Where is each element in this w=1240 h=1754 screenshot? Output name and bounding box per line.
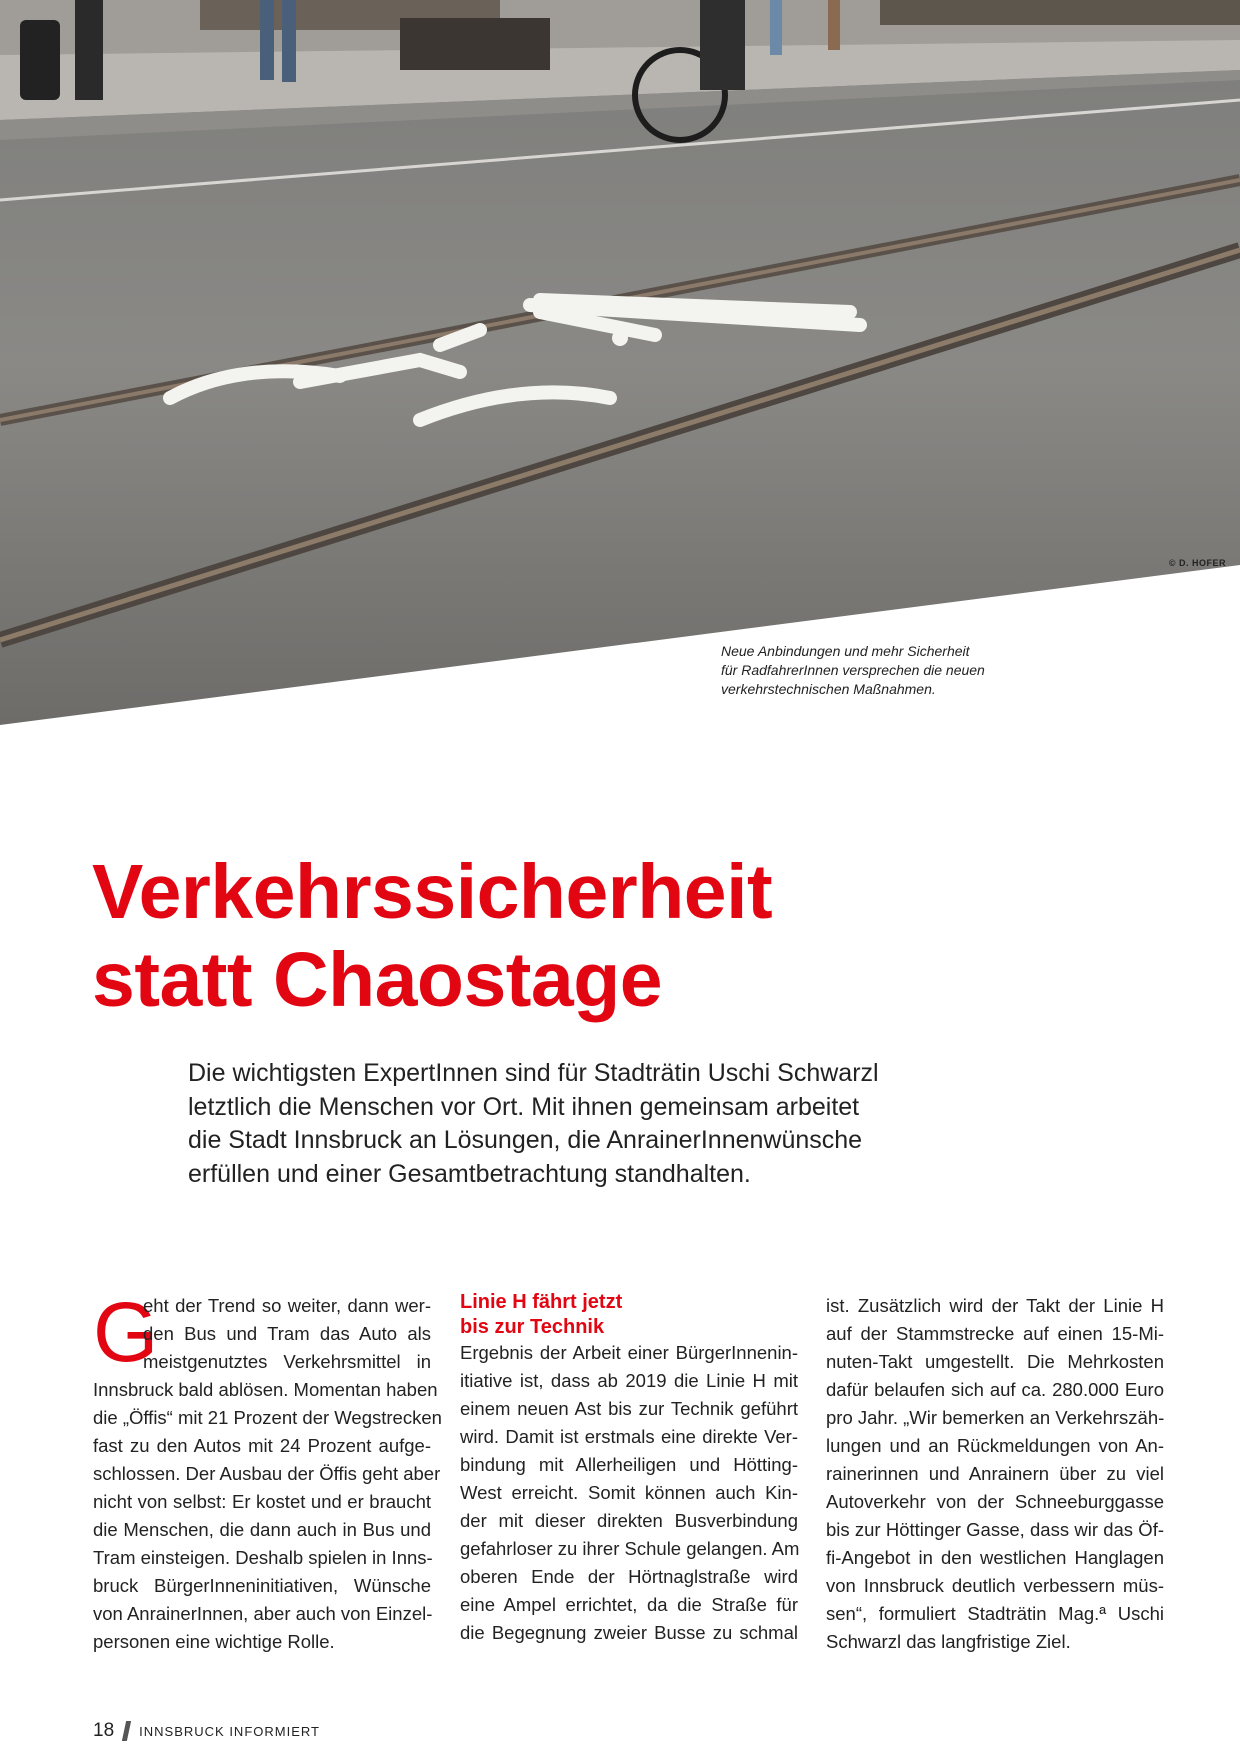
body-line: itiative ist, dass ab 2019 die Linie H mit: [460, 1370, 798, 1391]
caption-line: verkehrstechnischen Maßnahmen.: [721, 681, 936, 697]
photo-credit: © D. HOFER: [1168, 558, 1226, 568]
body-line: wird. Damit ist erstmals eine direkte Ver-: [460, 1426, 798, 1447]
body-line: Ergebnis der Arbeit einer BürgerInnenin-: [460, 1342, 798, 1363]
body-line: meistgenutztes Verkehrsmittel in: [143, 1351, 431, 1372]
body-line: der mit dieser direkten Busverbindung: [460, 1510, 798, 1531]
lead-line: die Stadt Innsbruck an Lösungen, die AnrainerInnenwünsche: [188, 1126, 863, 1154]
body-line: von Innsbruck deutlich verbessern müs-: [826, 1575, 1164, 1596]
drop-cap: G: [93, 1285, 159, 1379]
body-line: Autoverkehr von der Schneeburggasse: [826, 1491, 1164, 1512]
bike-lane-photo: [0, 0, 1240, 725]
article-lead: [188, 1057, 908, 1191]
body-line: gefahrloser zu ihrer Schule gelangen. Am: [460, 1538, 800, 1559]
body-line: bruck BürgerInneninitiativen, Wünsche: [93, 1575, 431, 1596]
body-line: den Bus und Tram das Auto als: [143, 1323, 431, 1344]
body-line: Schwarzl das langfristige Ziel.: [826, 1631, 1071, 1652]
title-line: statt Chaostage: [92, 937, 663, 1023]
body-line: personen eine wichtige Rolle.: [93, 1631, 335, 1652]
page-number: 18: [93, 1720, 115, 1741]
subheading: [460, 1290, 622, 1340]
title-line: Verkehrssicherheit: [92, 849, 773, 935]
body-line: Innsbruck bald ablösen. Momentan haben: [93, 1379, 438, 1400]
body-line: eine Ampel errichtet, da die Straße für: [460, 1594, 798, 1615]
body-line: die Begegnung zweier Busse zu schmal: [460, 1622, 798, 1643]
photo-caption: [721, 642, 1021, 699]
body-line: die „Öffis“ mit 21 Prozent der Wegstrecken: [93, 1407, 442, 1428]
body-line: lungen und an Rückmeldungen von An-: [826, 1435, 1164, 1456]
body-line: schlossen. Der Ausbau der Öffis geht aber: [93, 1463, 441, 1484]
body-line: einem neuen Ast bis zur Technik geführt: [460, 1398, 798, 1419]
lead-line: erfüllen und einer Gesamtbetrachtung standhalten.: [188, 1159, 751, 1188]
body-line: dafür belaufen sich auf ca. 280.000 Euro: [826, 1379, 1164, 1400]
body-line: die Menschen, die dann auch in Bus und: [93, 1519, 431, 1540]
body-line: auf der Stammstrecke auf einen 15-Mi-: [826, 1323, 1164, 1344]
body-line: oberen Ende der Hörtnaglstraße wird: [460, 1566, 798, 1587]
subheading-line: bis zur Technik: [460, 1316, 605, 1338]
body-column-1: [93, 1285, 442, 1656]
body-line: bindung mit Allerheiligen und Hötting-: [460, 1454, 798, 1475]
body-line: nuten-Takt umgestellt. Die Mehrkosten: [826, 1351, 1164, 1372]
body-line: von AnrainerInnen, aber auch von Einzel-: [93, 1603, 433, 1624]
lead-line: Die wichtigsten ExpertInnen sind für Stadträtin Uschi Schwarzl: [188, 1059, 879, 1087]
body-line: eht der Trend so weiter, dann wer-: [143, 1295, 431, 1316]
publication-name: INNSBRUCK INFORMIERT: [139, 1723, 320, 1739]
body-line: rainerinnen und Anrainern über zu viel: [826, 1463, 1164, 1484]
body-column-3: [826, 1292, 1164, 1656]
body-line: Tram einsteigen. Deshalb spielen in Inns-: [93, 1547, 433, 1568]
body-line: bis zur Höttinger Gasse, dass wir das Öf-: [826, 1519, 1164, 1540]
page-footer: [93, 1720, 320, 1742]
body-line: fi-Angebot in den westlichen Hanglagen: [826, 1547, 1164, 1568]
body-line: nicht von selbst: Er kostet und er braucht: [93, 1491, 431, 1512]
body-line: ist. Zusätzlich wird der Takt der Linie H: [826, 1295, 1164, 1316]
article-title: [92, 848, 772, 1024]
subheading-line: Linie H fährt jetzt: [460, 1291, 623, 1313]
body-line: pro Jahr. „Wir bemerken an Verkehrszäh-: [826, 1407, 1165, 1428]
caption-line: für RadfahrerInnen versprechen die neuen: [721, 662, 985, 678]
body-line: sen“, formuliert Stadträtin Mag.ª Uschi: [826, 1603, 1164, 1624]
caption-line: Neue Anbindungen und mehr Sicherheit: [721, 643, 970, 659]
body-line: fast zu den Autos mit 24 Prozent aufge-: [93, 1435, 431, 1456]
lead-line: letztlich die Menschen vor Ort. Mit ihnen gemeinsam arbeitet: [188, 1092, 860, 1121]
footer-divider: [122, 1721, 131, 1741]
body-column-2: [460, 1339, 798, 1647]
body-line: West erreicht. Somit können auch Kin-: [460, 1482, 798, 1503]
